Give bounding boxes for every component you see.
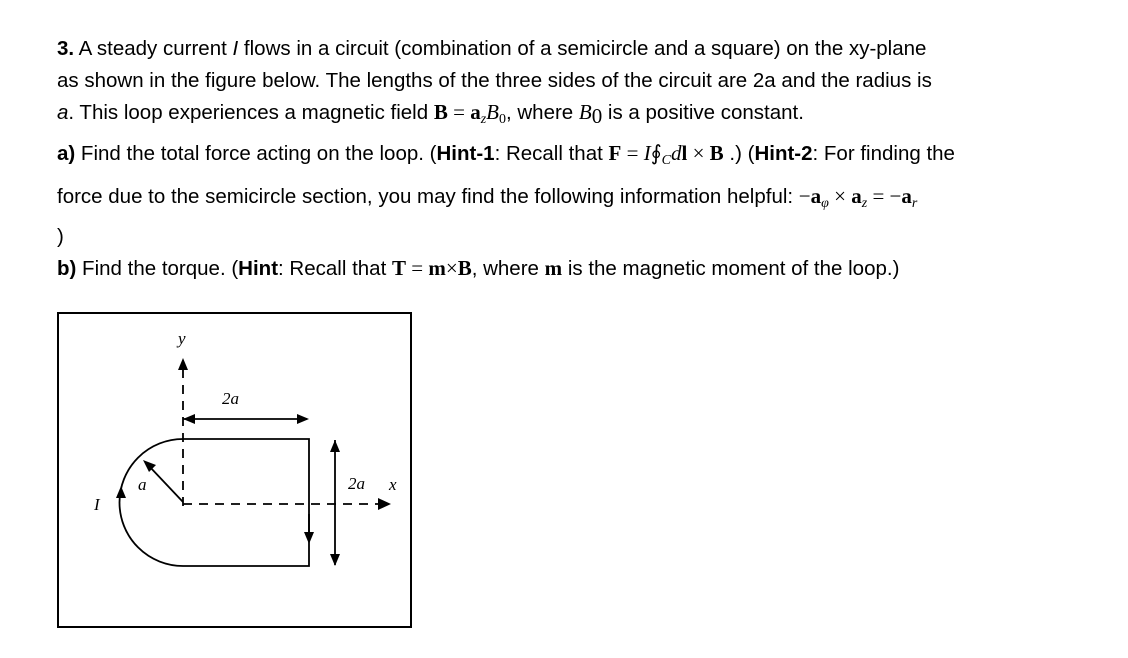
label-x: x [389,475,397,494]
label-2a-top: 2a [222,389,239,408]
label-2a-right: 2a [348,474,365,493]
current-direction-semicircle-head [116,486,126,498]
part-a-line-2: force due to the semicircle section, you may find the following information helpful: $-a_\varphi \times a_z = -a_r$ [57,184,918,211]
current-direction-right-head [304,532,314,544]
problem-line-1: 3. A steady current I flows in a circuit (combination of a semicircle and a square) on the xy-plane [57,37,927,60]
label-I: I [94,495,100,514]
part-a-label: a) [57,142,76,165]
problem-line-3: a. This loop experiences a magnetic field $B = a_zB_0$, where $B_0$ is a positive constant. [57,100,804,128]
dimension-2a-top-left-head [183,414,195,424]
part-b-label: b) [57,257,77,280]
part-a-line-3: ) [57,225,64,248]
part-b-line: b) Find the torque. (Hint: Recall that T = m×B, where m is the magnetic moment of the loop.) [57,256,900,280]
circuit-figure [57,312,412,628]
label-a: a [138,475,147,494]
dimension-2a-right-bottom-head [330,554,340,566]
x-axis-arrowhead [378,498,391,510]
dimension-2a-top-right-head [297,414,309,424]
problem-line-2: as shown in the figure below. The lengths of the three sides of the circuit are 2a and the radius is [57,69,932,92]
y-axis-arrowhead [178,358,188,370]
label-y: y [178,329,186,348]
problem-number: 3. [57,37,75,60]
circuit-loop [120,439,310,566]
circuit-diagram [59,314,410,626]
radius-arrow [149,466,183,502]
part-a-line-1: a) Find the total force acting on the loop. (Hint-1: Recall that $F = I∮_Cdl \times B$ .) (Hint-2: For finding the [57,141,955,168]
dimension-2a-right-top-head [330,440,340,452]
